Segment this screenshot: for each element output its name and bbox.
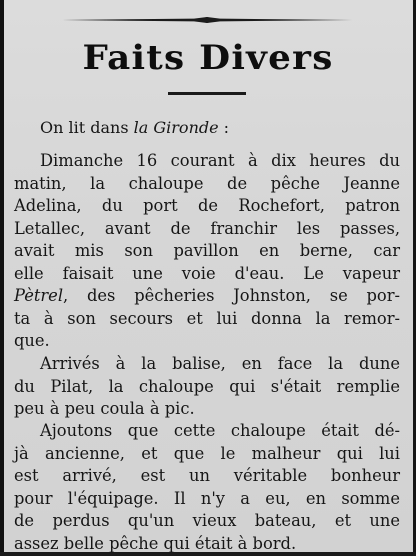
intro-suffix: :: [218, 118, 230, 137]
headline: Faits Divers: [82, 38, 334, 78]
ship-line-rest: , des pêcheries Johnston, se por-: [63, 286, 400, 305]
ornamental-rule: [62, 17, 352, 23]
text-line: du Pilat, la chaloupe qui s'était remplie: [14, 376, 400, 396]
text-line: [14, 285, 400, 308]
scan-border-left: [0, 0, 4, 556]
paragraph-2: [14, 353, 400, 421]
text-line: Dimanche 16 courant à dix heures du: [40, 151, 400, 170]
text-line: Ajoutons que cette chaloupe était dé-: [40, 421, 400, 440]
text-line: pour l'équipage. Il n'y a eu, en somme: [14, 488, 400, 508]
text-line: de perdus qu'un vieux bateau, et une: [14, 511, 400, 530]
text-line: jà ancienne, et que le malheur qui lui: [14, 443, 400, 463]
paragraph-1: [14, 150, 400, 353]
text-line: avait mis son pavillon en berne, car: [14, 241, 400, 260]
text-line: elle faisait une voie d'eau. Le vapeur: [14, 263, 400, 283]
text-line: assez belle pêche qui était à bord.: [14, 533, 297, 553]
text-line: est arrivé, est un véritable bonheur: [14, 466, 400, 485]
text-line: peu à peu coula à pic.: [14, 399, 195, 418]
intro-prefix: On lit dans: [40, 118, 134, 137]
text-line: matin, la chaloupe de pêche Jeanne: [14, 173, 400, 193]
intro-line: [40, 116, 400, 140]
text-line: Letallec, avant de franchir les passes,: [14, 218, 400, 238]
text-line: Arrivés à la balise, en face la dune: [40, 354, 400, 373]
text-line: ta à son secours et lui donna la remor-: [14, 308, 400, 328]
source-name: la Gironde: [133, 118, 219, 137]
ship-name: Pètrel: [14, 286, 64, 305]
headline-underline: [168, 92, 246, 95]
text-line: Adelina, du port de Rochefort, patron: [14, 196, 400, 215]
text-line: que.: [14, 331, 50, 350]
paragraph-3: [14, 420, 400, 555]
